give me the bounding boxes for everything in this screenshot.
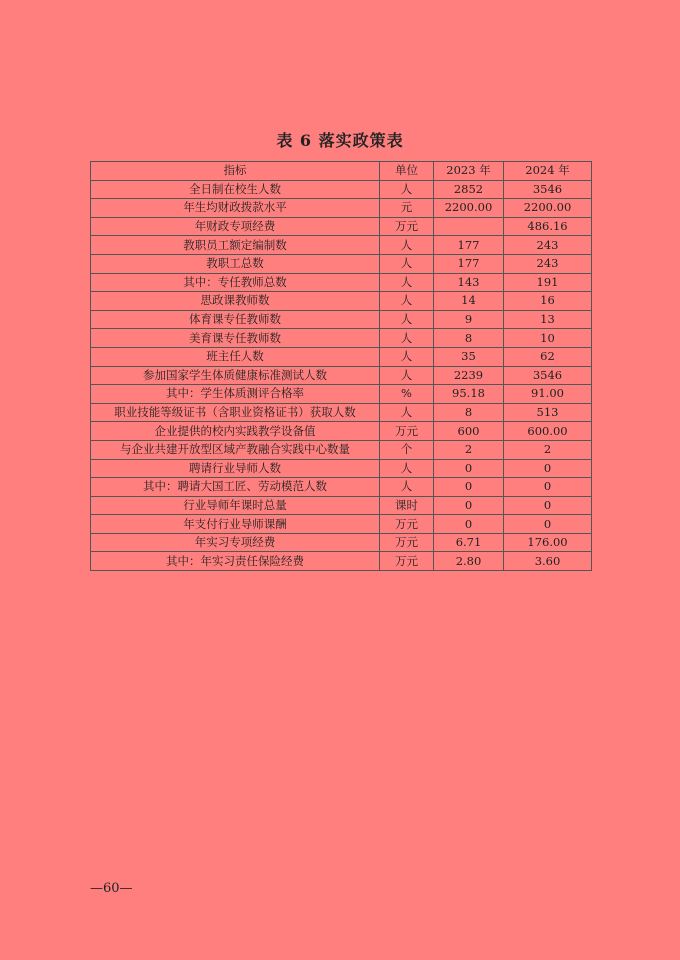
unit-cell: 人 (380, 459, 434, 478)
indicator-cell: 思政课教师数 (91, 292, 380, 311)
indicator-cell: 年生均财政拨款水平 (91, 199, 380, 218)
value-2023-cell: 177 (434, 254, 504, 273)
value-2023-cell: 2200.00 (434, 199, 504, 218)
unit-cell: 人 (380, 478, 434, 497)
value-2024-cell: 2200.00 (504, 199, 592, 218)
table-row (91, 440, 592, 459)
table-row (91, 254, 592, 273)
indicator-cell: 美育课专任教师数 (91, 329, 380, 348)
value-2024-cell: 3546 (504, 180, 592, 199)
indicator-cell: 其中：年实习责任保险经费 (91, 552, 380, 571)
indicator-cell: 体育课专任教师数 (91, 310, 380, 329)
value-2023-cell: 2 (434, 440, 504, 459)
value-2024-cell: 91.00 (504, 385, 592, 404)
value-2023-cell (434, 217, 504, 236)
value-2024-cell: 191 (504, 273, 592, 292)
table-title: 表 6 落实政策表 (276, 131, 404, 150)
value-2023-cell: 35 (434, 347, 504, 366)
value-2023-cell: 9 (434, 310, 504, 329)
value-2024-cell: 513 (504, 403, 592, 422)
table-row (91, 478, 592, 497)
unit-cell: % (380, 385, 434, 404)
value-2023-cell: 0 (434, 515, 504, 534)
unit-cell: 元 (380, 199, 434, 218)
table-row (91, 180, 592, 199)
value-2024-cell: 3546 (504, 366, 592, 385)
value-2023-cell: 143 (434, 273, 504, 292)
value-2023-cell: 2852 (434, 180, 504, 199)
table-row (91, 199, 592, 218)
value-2024-cell: 176.00 (504, 533, 592, 552)
table-row (91, 552, 592, 571)
table-row (91, 273, 592, 292)
value-2024-cell: 62 (504, 347, 592, 366)
unit-cell: 万元 (380, 533, 434, 552)
unit-cell: 万元 (380, 217, 434, 236)
value-2023-cell: 6.71 (434, 533, 504, 552)
indicator-cell: 其中：专任教师总数 (91, 273, 380, 292)
value-2024-cell: 0 (504, 515, 592, 534)
value-2023-cell: 0 (434, 459, 504, 478)
value-2023-cell: 0 (434, 496, 504, 515)
value-2023-cell: 2239 (434, 366, 504, 385)
indicator-cell: 聘请行业导师人数 (91, 459, 380, 478)
value-2024-cell: 243 (504, 254, 592, 273)
indicator-cell: 行业导师年课时总量 (91, 496, 380, 515)
table-row (91, 385, 592, 404)
table-row (91, 292, 592, 311)
table-row (91, 422, 592, 441)
value-2023-cell: 95.18 (434, 385, 504, 404)
unit-cell: 人 (380, 273, 434, 292)
table-body (91, 180, 592, 570)
unit-cell: 人 (380, 403, 434, 422)
value-2023-cell: 600 (434, 422, 504, 441)
header-2024: 2024 年 (504, 162, 592, 181)
value-2024-cell: 2 (504, 440, 592, 459)
table-row (91, 403, 592, 422)
header-unit: 单位 (380, 162, 434, 181)
table-row (91, 236, 592, 255)
value-2024-cell: 16 (504, 292, 592, 311)
value-2024-cell: 13 (504, 310, 592, 329)
value-2023-cell: 2.80 (434, 552, 504, 571)
indicator-cell: 年实习专项经费 (91, 533, 380, 552)
value-2024-cell: 10 (504, 329, 592, 348)
unit-cell: 人 (380, 366, 434, 385)
indicator-cell: 其中：聘请大国工匠、劳动模范人数 (91, 478, 380, 497)
indicator-cell: 年财政专项经费 (91, 217, 380, 236)
value-2024-cell: 486.16 (504, 217, 592, 236)
value-2024-cell: 3.60 (504, 552, 592, 571)
table-row (91, 496, 592, 515)
indicator-cell: 教职工总数 (91, 254, 380, 273)
unit-cell: 人 (380, 329, 434, 348)
table-row (91, 459, 592, 478)
value-2024-cell: 0 (504, 478, 592, 497)
value-2023-cell: 8 (434, 329, 504, 348)
indicator-cell: 教职员工额定编制数 (91, 236, 380, 255)
header-indicator: 指标 (91, 162, 380, 181)
value-2024-cell: 0 (504, 459, 592, 478)
table-row (91, 347, 592, 366)
indicator-cell: 班主任人数 (91, 347, 380, 366)
unit-cell: 个 (380, 440, 434, 459)
header-2023: 2023 年 (434, 162, 504, 181)
indicator-cell: 全日制在校生人数 (91, 180, 380, 199)
table-row (91, 533, 592, 552)
unit-cell: 人 (380, 292, 434, 311)
indicator-cell: 职业技能等级证书（含职业资格证书）获取人数 (91, 403, 380, 422)
value-2023-cell: 177 (434, 236, 504, 255)
table-row (91, 366, 592, 385)
unit-cell: 人 (380, 180, 434, 199)
indicator-cell: 与企业共建开放型区域产教融合实践中心数量 (91, 440, 380, 459)
indicator-cell: 年支付行业导师课酬 (91, 515, 380, 534)
value-2023-cell: 0 (434, 478, 504, 497)
table-row (91, 217, 592, 236)
indicator-cell: 参加国家学生体质健康标准测试人数 (91, 366, 380, 385)
value-2024-cell: 600.00 (504, 422, 592, 441)
unit-cell: 人 (380, 236, 434, 255)
table-row (91, 329, 592, 348)
unit-cell: 万元 (380, 515, 434, 534)
unit-cell: 万元 (380, 552, 434, 571)
table-row (91, 515, 592, 534)
indicator-cell: 其中：学生体质测评合格率 (91, 385, 380, 404)
unit-cell: 人 (380, 310, 434, 329)
indicator-cell: 企业提供的校内实践教学设备值 (91, 422, 380, 441)
value-2023-cell: 14 (434, 292, 504, 311)
value-2024-cell: 243 (504, 236, 592, 255)
value-2024-cell: 0 (504, 496, 592, 515)
table-header-row (91, 162, 592, 181)
unit-cell: 人 (380, 347, 434, 366)
unit-cell: 万元 (380, 422, 434, 441)
unit-cell: 人 (380, 254, 434, 273)
unit-cell: 课时 (380, 496, 434, 515)
value-2023-cell: 8 (434, 403, 504, 422)
policy-table (90, 161, 592, 571)
page-number: —60— (90, 881, 133, 896)
table-row (91, 310, 592, 329)
